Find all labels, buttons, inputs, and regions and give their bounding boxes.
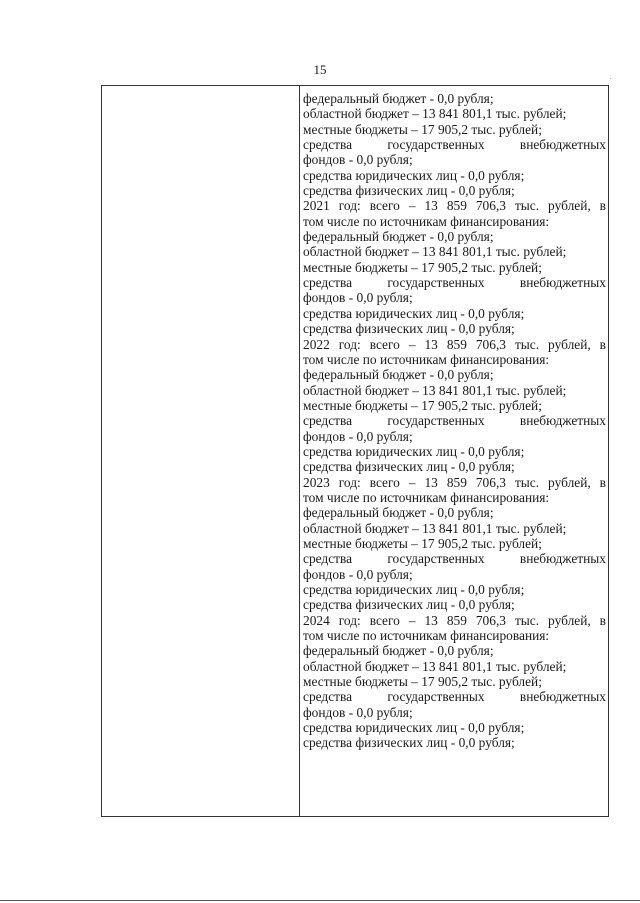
text-word: внебюджетных xyxy=(519,275,606,291)
text-line: средства физических лиц - 0,0 рубля; xyxy=(303,735,515,751)
text-word: внебюджетных xyxy=(519,551,606,567)
text-word: 2022 xyxy=(303,336,330,352)
text-word: всего xyxy=(369,198,400,214)
text-word: 859 xyxy=(446,474,467,490)
text-word: тыс. xyxy=(514,612,540,628)
text-word: 859 xyxy=(446,336,467,352)
text-word: средства xyxy=(303,275,353,291)
text-line: местные бюджеты – 17 905,2 тыс. рублей; xyxy=(303,674,542,690)
text-word: 2021 xyxy=(303,198,330,214)
text-line: местные бюджеты – 17 905,2 тыс. рублей; xyxy=(303,397,542,413)
text-word: – xyxy=(408,336,416,352)
text-word: 706,3 xyxy=(475,612,506,628)
text-word: 2024 xyxy=(303,612,330,628)
text-line: федеральный бюджет - 0,0 рубля; xyxy=(303,643,494,659)
text-word: государственных xyxy=(387,137,485,153)
text-line xyxy=(303,275,606,290)
text-word: в xyxy=(599,612,606,628)
text-line: том числе по источникам финансирования: xyxy=(303,628,550,644)
text-line: областной бюджет – 13 841 801,1 тыс. рублей; xyxy=(303,382,567,398)
text-line xyxy=(303,613,606,628)
text-line: средства юридических лиц - 0,0 рубля; xyxy=(303,305,525,321)
text-word: в xyxy=(599,198,606,214)
text-word: 13 xyxy=(424,474,438,490)
text-word: внебюджетных xyxy=(519,689,606,705)
text-line: федеральный бюджет - 0,0 рубля; xyxy=(303,505,494,521)
text-line xyxy=(303,337,606,352)
text-word: 859 xyxy=(446,198,467,214)
page-number: 15 xyxy=(313,62,327,77)
text-word: средства xyxy=(303,137,353,153)
page-bottom-rule xyxy=(0,900,640,901)
text-word: средства xyxy=(303,689,353,705)
text-line xyxy=(303,198,606,213)
text-line: фондов - 0,0 рубля; xyxy=(303,290,413,306)
text-line xyxy=(303,475,606,490)
text-line: федеральный бюджет - 0,0 рубля; xyxy=(303,229,494,245)
text-line: средства физических лиц - 0,0 рубля; xyxy=(303,459,515,475)
text-word: внебюджетных xyxy=(519,137,606,153)
text-word: 13 xyxy=(424,198,438,214)
text-word: государственных xyxy=(387,551,485,567)
text-word: 706,3 xyxy=(475,336,506,352)
text-line: местные бюджеты – 17 905,2 тыс. рублей; xyxy=(303,535,542,551)
text-line: средства юридических лиц - 0,0 рубля; xyxy=(303,720,525,736)
text-word: – xyxy=(408,612,416,628)
text-line: средства физических лиц - 0,0 рубля; xyxy=(303,597,515,613)
text-word: год: xyxy=(338,336,361,352)
text-line: фондов - 0,0 рубля; xyxy=(303,152,413,168)
text-line: областной бюджет – 13 841 801,1 тыс. рублей; xyxy=(303,106,567,122)
text-line xyxy=(303,689,606,704)
text-word: год: xyxy=(338,612,361,628)
text-word: – xyxy=(408,474,416,490)
text-line xyxy=(303,413,606,428)
text-word: – xyxy=(408,198,416,214)
text-word: год: xyxy=(338,474,361,490)
text-line xyxy=(303,137,606,152)
text-word: тыс. xyxy=(514,198,540,214)
text-line: областной бюджет – 13 841 801,1 тыс. рублей; xyxy=(303,520,567,536)
text-line: средства физических лиц - 0,0 рубля; xyxy=(303,183,515,199)
text-word: средства xyxy=(303,413,353,429)
text-word: рублей, xyxy=(548,612,591,628)
text-line: фондов - 0,0 рубля; xyxy=(303,428,413,444)
text-word: 706,3 xyxy=(475,474,506,490)
text-word: тыс. xyxy=(514,474,540,490)
text-line: областной бюджет – 13 841 801,1 тыс. рублей; xyxy=(303,244,567,260)
text-word: средства xyxy=(303,551,353,567)
table-label-cell xyxy=(102,86,300,816)
text-line: федеральный бюджет - 0,0 рубля; xyxy=(303,367,494,383)
text-line: средства юридических лиц - 0,0 рубля; xyxy=(303,443,525,459)
text-word: внебюджетных xyxy=(519,413,606,429)
text-word: 706,3 xyxy=(475,198,506,214)
text-line: местные бюджеты – 17 905,2 тыс. рублей; xyxy=(303,259,542,275)
text-word: государственных xyxy=(387,413,485,429)
text-word: тыс. xyxy=(514,336,540,352)
text-word: 2023 xyxy=(303,474,330,490)
text-line: том числе по источникам финансирования: xyxy=(303,351,550,367)
text-line: местные бюджеты – 17 905,2 тыс. рублей; xyxy=(303,121,542,137)
text-line: областной бюджет – 13 841 801,1 тыс. рублей; xyxy=(303,658,567,674)
text-word: государственных xyxy=(387,275,485,291)
text-word: рублей, xyxy=(548,336,591,352)
text-word: рублей, xyxy=(548,474,591,490)
text-word: всего xyxy=(369,336,400,352)
text-line: средства физических лиц - 0,0 рубля; xyxy=(303,321,515,337)
text-word: всего xyxy=(369,474,400,490)
text-word: 859 xyxy=(446,612,467,628)
text-line: федеральный бюджет - 0,0 рубля; xyxy=(303,91,494,106)
text-line: средства юридических лиц - 0,0 рубля; xyxy=(303,167,525,183)
text-line: том числе по источникам финансирования: xyxy=(303,213,550,229)
text-line: фондов - 0,0 рубля; xyxy=(303,704,413,720)
text-word: всего xyxy=(369,612,400,628)
text-word: в xyxy=(599,474,606,490)
text-line: том числе по источникам финансирования: xyxy=(303,489,550,505)
text-word: рублей, xyxy=(548,198,591,214)
text-line: фондов - 0,0 рубля; xyxy=(303,566,413,582)
text-word: год: xyxy=(338,198,361,214)
table-content-cell xyxy=(300,86,608,816)
text-word: государственных xyxy=(387,689,485,705)
text-word: в xyxy=(599,336,606,352)
text-line xyxy=(303,551,606,566)
text-word: 13 xyxy=(424,612,438,628)
text-line: средства юридических лиц - 0,0 рубля; xyxy=(303,582,525,597)
text-word: 13 xyxy=(424,336,438,352)
scan-speck xyxy=(610,78,611,79)
funding-table xyxy=(101,85,609,817)
